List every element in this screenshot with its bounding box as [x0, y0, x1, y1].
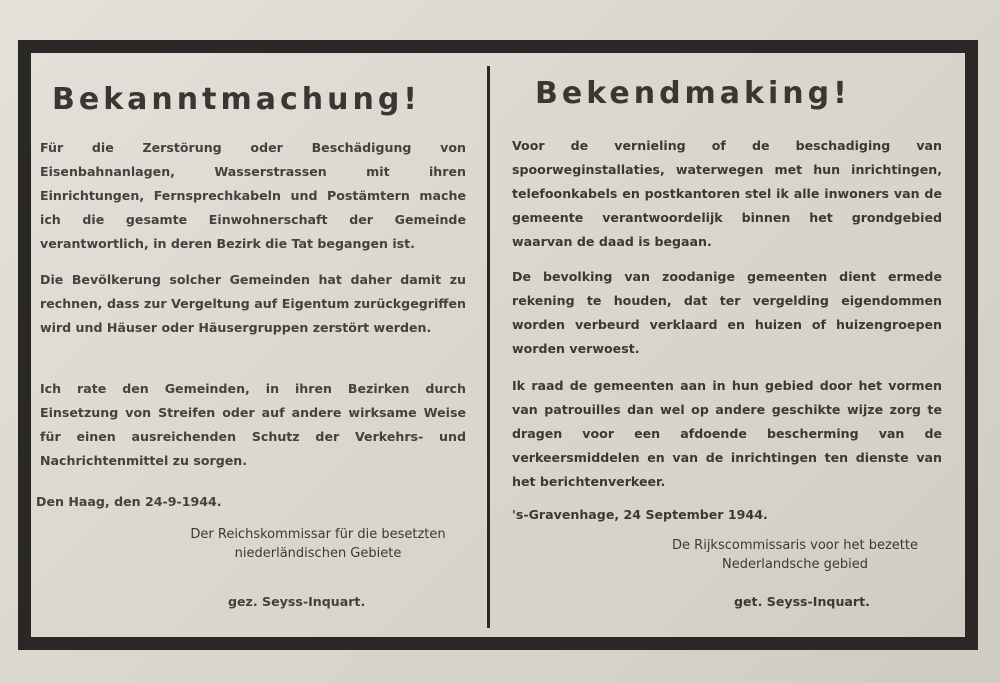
- column-divider: [487, 66, 490, 628]
- german-signature: gez. Seyss-Inquart.: [228, 594, 366, 609]
- german-authority-line-1: Der Reichskommissar für die besetzten: [190, 527, 446, 542]
- german-authority-line-2: niederländischen Gebiete: [234, 546, 402, 561]
- dutch-paragraph-3: Ik raad de gemeenten aan in hun gebied door het vormen van patrouilles dan wel op andere geschikte wijze zorg te dragen voor een afdoende bescherming van de verkeersmiddelen en van de inrichtingen ten dienste van het berichtenverkeer.: [512, 378, 942, 489]
- dutch-authority-line-2: Nederlandsche gebied: [721, 557, 869, 572]
- german-paragraph-3: Ich rate den Gemeinden, in ihren Bezirken durch Einsetzung von Streifen oder auf andere wirksame Weise für einen ausreichenden Schutz der Verkehrs- und Nachrichtenmittel zu sorgen.: [40, 381, 466, 468]
- german-paragraph-1: Für die Zerstörung oder Beschädigung von Eisenbahnanlagen, Wasserstrassen mit ihren Einrichtungen, Fernsprechkabeln und Postämtern mache ich die gesamte Einwohnerschaft der Gemeinde verantwortlich, in deren Bezirk die Tat begangen ist.: [40, 140, 466, 251]
- dutch-paragraph-1: Voor de vernieling of de beschadiging van spoorweginstallaties, waterwegen met hun inrichtingen, telefoonkabels en postkantoren stel ik alle inwoners van de gemeente verantwoordelijk binnen het grondgebied waarvan de daad is begaan.: [512, 138, 942, 249]
- dutch-date: 's-Gravenhage, 24 September 1944.: [512, 507, 768, 522]
- german-date: Den Haag, den 24-9-1944.: [36, 494, 222, 509]
- german-paragraph-2: Die Bevölkerung solcher Gemeinden hat daher damit zu rechnen, dass zur Vergeltung auf Eigentum zurückgegriffen wird und Häuser oder Häusergruppen zerstört werden.: [40, 272, 466, 335]
- dutch-title: Bekendmaking!: [535, 76, 851, 111]
- dutch-signature: get. Seyss-Inquart.: [734, 594, 870, 609]
- dutch-authority-line-1: De Rijkscommissaris voor het bezette: [672, 538, 918, 553]
- german-title: Bekanntmachung!: [52, 82, 421, 117]
- dutch-paragraph-2: De bevolking van zoodanige gemeenten dient ermede rekening te houden, dat ter vergelding eigendommen worden verbeurd verklaard en huizen of huizengroepen worden verwoest.: [512, 269, 942, 356]
